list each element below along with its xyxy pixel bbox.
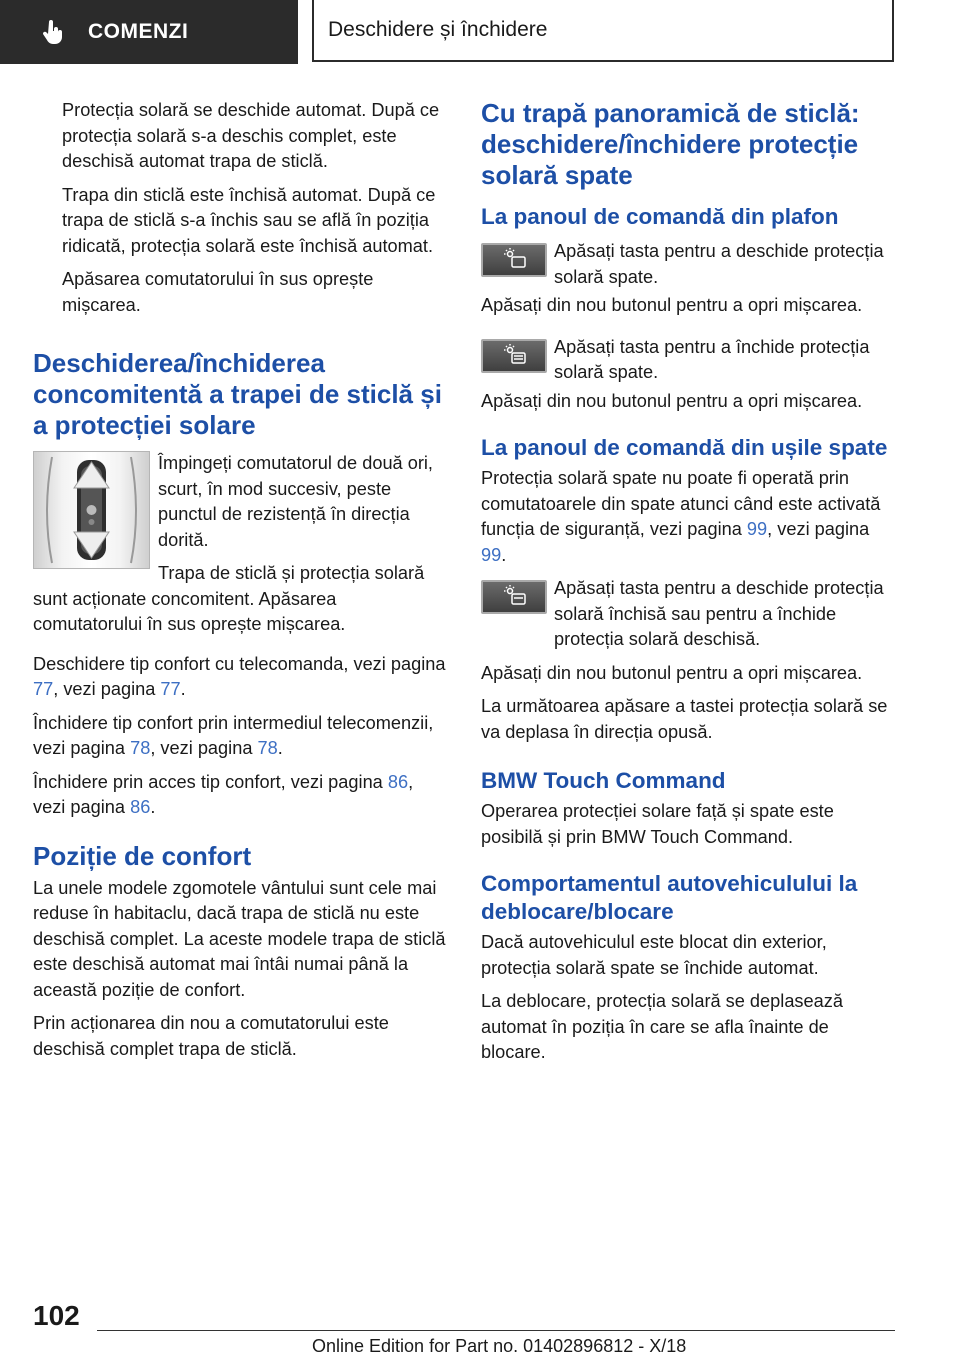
paragraph-remote-open: Deschidere tip confort cu telecomanda, vezi pagina 77, vezi pagina 77. [33,653,446,699]
paragraph: Apăsați tasta pentru a închide protecția solară spate. [554,336,870,382]
paragraph: Apăsați tasta pentru a deschide protecția solară spate. [554,241,884,287]
right-column [481,98,895,1074]
chapter-title: Deschidere și închidere [328,18,548,41]
page-link[interactable]: 77 [33,679,54,699]
page-link[interactable]: 78 [130,738,151,758]
left-column [33,98,447,1070]
paragraph: La unele modele zgomotele vântului sunt cele mai reduse în habitaclu, dacă trapa de sticlă nu este deschisă complet. La aceste modele trapa de sticlă este deschisă automat mai întâi numai până la această poziție de confort. [33,877,446,1000]
sunshade-close-key-icon[interactable] [481,339,547,373]
section-tab[interactable] [0,0,298,64]
page-link[interactable]: 78 [257,738,278,758]
page-link[interactable]: 99 [481,544,502,565]
paragraph: La deblocare, protecția solară se deplasează automat în poziția în care se afla înainte de blocare. [481,991,843,1062]
page-link[interactable]: 77 [160,679,181,699]
paragraph: Împingeți comutatorul de două ori, scurt, în mod succesiv, peste punctul de rezistență în direcția dorită. [158,453,433,550]
paragraph: La următoarea apăsare a tastei protecția solară se va deplasa în direcția opusă. [481,696,888,742]
page-link[interactable]: 86 [387,771,409,792]
paragraph: Operarea protecției solare față și spate este posibilă și prin BMW Touch Command. [481,801,834,847]
key-instruction [481,335,895,389]
paragraph: Apăsați tasta pentru a deschide protecția solară închisă sau pentru a închide protecția solară deschisă. [554,578,884,649]
footer-divider [97,1330,895,1331]
paragraph: Trapa de sticlă și protecția solară sunt acționate concomitent. Apăsarea comutatorului în sus oprește mișcarea. [33,563,425,634]
page-link[interactable]: 99 [746,519,768,539]
paragraph-access-close: Închidere prin acces tip confort, vezi pagina 86, vezi pagina 86. [33,771,414,817]
key-instruction [481,576,895,653]
heading-ceiling: La panoul de comandă din plafon [481,204,839,229]
paragraph: Apăsarea comutatorului în sus oprește mișcarea. [62,269,374,315]
hand-pointer-icon [40,19,66,45]
heading-doors: La panoul de comandă din ușile spate [481,435,888,460]
chapter-header [312,0,894,62]
heading-concurrent: Deschiderea/închiderea concomitentă a trapei de sticlă și a protecției solare [33,348,442,440]
key-instruction [481,239,895,293]
section-tab-label: COMENZI [88,20,189,43]
paragraph: Protecția solară se deschide automat. După ce protecția solară s-a deschis complet, este deschisă automat trapa de sticlă. [62,100,440,171]
paragraph: Prin acționarea din nou a comutatorului este deschisă complet trapa de sticlă. [33,1013,389,1059]
roof-switch-image [33,451,150,569]
paragraph-doors: Protecția solară spate nu poate fi operată prin comutatoarele din spate atunci când este activată funcția de siguranță, vezi pagina 99, vezi pagina 99. [481,468,881,565]
switch-figure [33,451,447,638]
page-link[interactable]: 86 [130,797,151,817]
paragraph: Apăsați din nou butonul pentru a opri mișcarea. [481,390,863,411]
paragraph: Apăsați din nou butonul pentru a opri mișcarea. [481,662,863,683]
paragraph: Apăsați din nou butonul pentru a opri mișcarea. [481,295,863,315]
paragraph-remote-close: Închidere tip confort prin intermediul telecomenzii, vezi pagina 78, vezi pagina 78. [33,712,434,758]
heading-touch: BMW Touch Command [481,768,726,793]
sunshade-open-key-icon[interactable] [481,243,547,277]
paragraph: Trapa din sticlă este închisă automat. După ce trapa de sticlă s-a închis sau se află în poziția ridicată, protecția solară este închisă automat. [62,184,436,256]
page-number: 102 [33,1300,80,1331]
heading-panoramic: Cu trapă panoramică de sticlă: deschidere/închidere protecție solară spate [481,98,860,190]
heading-comfort: Poziție de confort [33,840,252,871]
sunshade-door-key-icon[interactable] [481,580,547,614]
heading-behavior: Comportamentul autovehiculului la deblocare/blocare [481,871,858,924]
edition-info: Online Edition for Part no. 01402896812 - X/18 [312,1336,687,1356]
paragraph: Dacă autovehiculul este blocat din exterior, protecția solară spate se închide automat. [481,932,827,978]
